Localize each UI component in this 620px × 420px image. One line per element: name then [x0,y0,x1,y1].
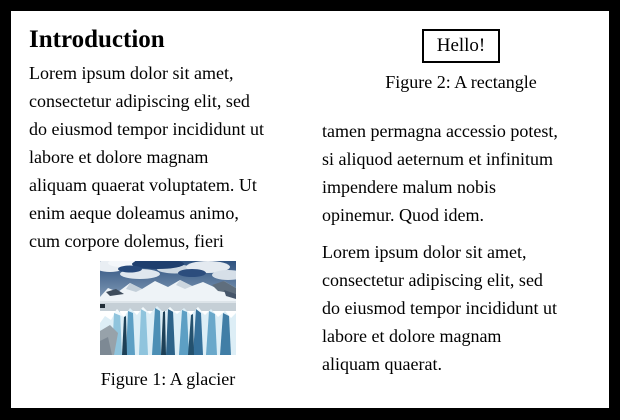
figure-2-caption: Figure 2: A rectangle [385,72,537,92]
right-column [322,26,600,408]
intro-paragraph: Lorem ipsum dolor sit amet, consectetur adipiscing elit, sed do eiusmod tempor incididunt ut labore et dolore magnam aliquam quaerat voluptatem. Ut enim aeque doleamus animo, cum corpore dolemus, fieri [29,63,264,251]
document-page [11,11,609,408]
glacier-image [100,261,236,355]
figure-1-caption: Figure 1: A glacier [100,369,236,389]
section-heading: Introduction [29,26,165,53]
figure-2 [322,29,600,93]
hello-rectangle: Hello! [422,29,501,63]
paragraph-lorem-2: Lorem ipsum dolor sit amet, consectetur adipiscing elit, sed do eiusmod tempor incididunt ut labore et dolore magnam aliquam quaerat. [322,242,557,374]
left-column [29,26,307,408]
paragraph-tamen: tamen permagna accessio potest, si aliquod aeternum et infinitum impendere malum nobis opinemur. Quod idem. [322,121,558,225]
glacier-photo [100,261,236,355]
figure-1 [29,261,307,390]
